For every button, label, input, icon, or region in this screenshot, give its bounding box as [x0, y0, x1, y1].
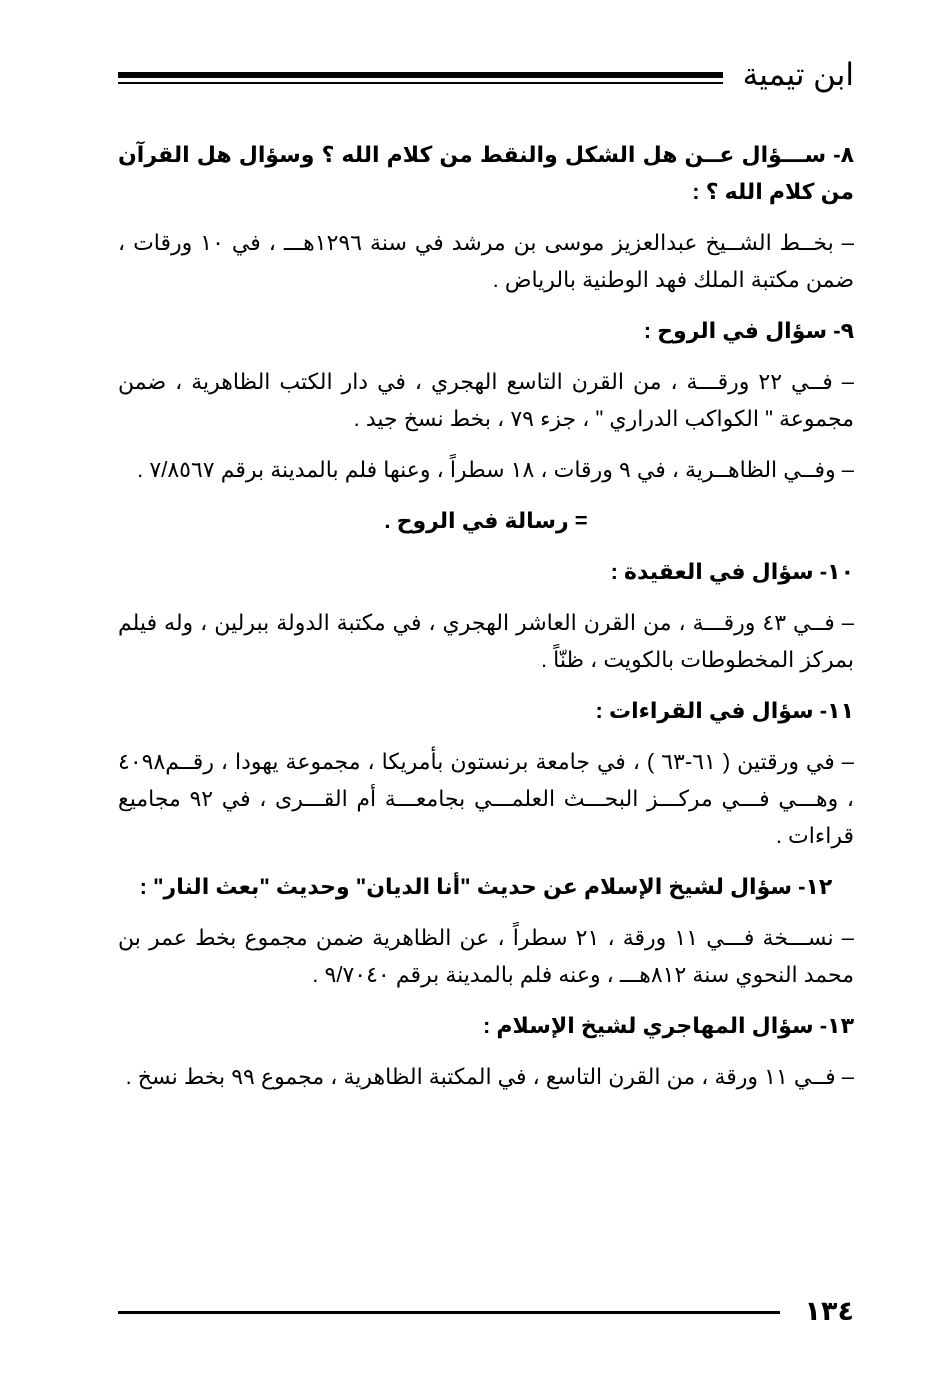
running-title: ابن تيمية [742, 57, 854, 92]
entry-10-heading: ١٠- سؤال في العقيدة : [610, 559, 854, 584]
entry-13-heading: ١٣- سؤال المهاجري لشيخ الإسلام : [482, 1013, 854, 1038]
entry-11-detail: – في ورقتين ( ٦١-٦٣ ) ، في جامعة برنستون بأمريكا ، مجموعة يهودا ، رقــم٤٠٩٨ ، وهـــي فـــي مركـــز البحـــث العلمـــي بجامعـــة أم القـــرى ، في ٩٢ مجاميع قراءات . [118, 749, 855, 848]
header-rule-thick [118, 72, 723, 78]
entry-9-detail-1: – فــي ٢٢ ورقـــة ، من القرن التاسع الهجري ، في دار الكتب الظاهرية ، ضمن مجموعة " الكواكب الدراري " ، جزء ٧٩ ، بخط نسخ جيد . [118, 369, 854, 431]
footer-rule [118, 1311, 780, 1314]
page-header [118, 52, 854, 96]
entry-8-detail: – بخــط الشــيخ عبدالعزيز موسى بن مرشد في سنة ١٢٩٦هـــ ، في ١٠ ورقات ، ضمن مكتبة الملك فهد الوطنية بالرياض . [118, 230, 854, 292]
entry-11-heading: ١١- سؤال في القراءات : [595, 698, 854, 723]
page-number: ١٣٤ [804, 1296, 854, 1326]
entry-12-heading: ١٢- سؤال لشيخ الإسلام عن حديث "أنا الديان" وحديث "بعث النار" : [139, 874, 833, 899]
entry-9-heading: ٩- سؤال في الروح : [643, 318, 854, 343]
page-footer [118, 1296, 854, 1330]
entry-10-detail: – فــي ٤٣ ورقـــة ، من القرن العاشر الهجري ، في مكتبة الدولة ببرلين ، وله فيلم بمركز المخطوطات بالكويت ، ظنّاً . [118, 610, 854, 672]
entry-9-detail-2: – وفــي الظاهــرية ، في ٩ ورقات ، ١٨ سطراً ، وعنها فلم بالمدينة برقم ٧/٨٥٦٧ . [137, 457, 854, 482]
entry-8-heading: ٨- ســـؤال عــن هل الشكل والنقط من كلام الله ؟ وسؤال هل القرآن من كلام الله ؟ : [118, 142, 854, 204]
page-body [118, 136, 854, 1109]
entry-9-cross-reference: = رسالة في الروح . [384, 508, 588, 533]
entry-12-detail: – نســـخة فـــي ١١ ورقة ، ٢١ سطراً ، عن الظاهرية ضمن مجموع بخط عمر بن محمد النحوي سنة ٨١٢هـــ ، وعنه فلم بالمدينة برقم ٩/٧٠٤٠ . [118, 925, 854, 987]
header-rule-thin [118, 82, 723, 84]
entry-13-detail: – فــي ١١ ورقة ، من القرن التاسع ، في المكتبة الظاهرية ، مجموع ٩٩ بخط نسخ . [125, 1064, 854, 1089]
